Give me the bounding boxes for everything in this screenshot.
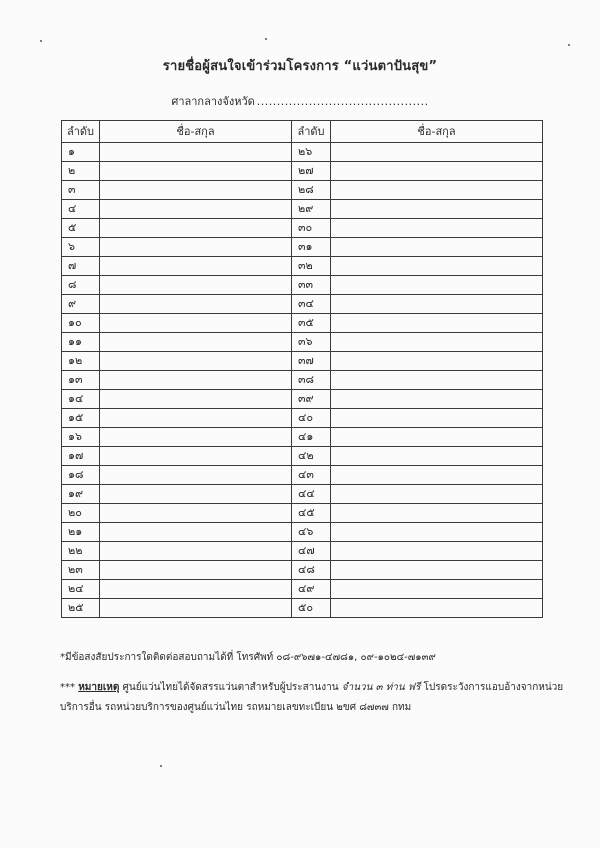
- row-number-left: ๒๔: [62, 580, 100, 599]
- name-cell-right: [331, 523, 543, 542]
- table-row: [62, 371, 543, 390]
- row-number-right: ๓๔: [292, 295, 331, 314]
- row-number-right: ๒๗: [292, 162, 331, 181]
- row-number-left: ๖: [62, 238, 100, 257]
- row-number-right: ๓๙: [292, 390, 331, 409]
- name-cell-right: [331, 428, 543, 447]
- name-cell-left: [100, 466, 292, 485]
- name-cell-left: [100, 447, 292, 466]
- name-cell-left: [100, 542, 292, 561]
- document-title: รายชื่อผู้สนใจเข้าร่วมโครงการ “แว่นตาปันสุข”: [162, 59, 438, 74]
- row-number-left: ๒๑: [62, 523, 100, 542]
- row-number-right: ๔๙: [292, 580, 331, 599]
- location-label: ศาลากลางจังหวัด: [171, 95, 255, 108]
- name-cell-left: [100, 409, 292, 428]
- row-number-right: ๔๖: [292, 523, 331, 542]
- row-number-right: ๓๐: [292, 219, 331, 238]
- row-number-right: ๕๐: [292, 599, 331, 618]
- row-number-left: ๑๐: [62, 314, 100, 333]
- document-subtitle: [0, 92, 600, 110]
- table-row: [62, 428, 543, 447]
- row-number-right: ๒๖: [292, 143, 331, 162]
- row-number-right: ๔๘: [292, 561, 331, 580]
- name-cell-left: [100, 200, 292, 219]
- name-cell-left: [100, 352, 292, 371]
- row-number-left: ๑๘: [62, 466, 100, 485]
- row-number-left: ๒๓: [62, 561, 100, 580]
- scan-speck: [40, 40, 42, 42]
- row-number-right: ๓๒: [292, 257, 331, 276]
- table-row: [62, 333, 543, 352]
- table-row: [62, 257, 543, 276]
- table-row: [62, 143, 543, 162]
- name-cell-right: [331, 485, 543, 504]
- header-name-left: ชื่อ-สกุล: [100, 121, 292, 143]
- row-number-right: ๔๐: [292, 409, 331, 428]
- name-cell-left: [100, 580, 292, 599]
- row-number-left: ๑๑: [62, 333, 100, 352]
- table-row: [62, 219, 543, 238]
- name-cell-left: [100, 295, 292, 314]
- row-number-left: ๑๙: [62, 485, 100, 504]
- name-cell-right: [331, 314, 543, 333]
- name-cell-right: [331, 504, 543, 523]
- row-number-right: ๓๓: [292, 276, 331, 295]
- table-row: [62, 390, 543, 409]
- row-number-right: ๔๑: [292, 428, 331, 447]
- row-number-left: ๑๕: [62, 409, 100, 428]
- row-number-right: ๔๗: [292, 542, 331, 561]
- row-number-left: ๑๗: [62, 447, 100, 466]
- remark-note: [60, 678, 580, 718]
- row-number-left: ๑๖: [62, 428, 100, 447]
- row-number-right: ๓๑: [292, 238, 331, 257]
- table-row: [62, 409, 543, 428]
- name-cell-left: [100, 238, 292, 257]
- table-row: [62, 276, 543, 295]
- header-order-left: ลำดับ: [62, 121, 100, 143]
- scan-speck: [568, 44, 570, 46]
- row-number-right: ๔๔: [292, 485, 331, 504]
- name-cell-left: [100, 523, 292, 542]
- name-cell-left: [100, 428, 292, 447]
- name-cell-left: [100, 599, 292, 618]
- remark-label: หมายเหตุ: [78, 682, 120, 693]
- table-row: [62, 599, 543, 618]
- remark-text-2: โปรดระวังการแอบอ้างจากหน่วยบริการอื่น รถหน่วยบริการของศูนย์แว่นไทย รถหมายเลขทะเบียน ๒ขศ ๘๗๓๗ กทม: [60, 682, 564, 713]
- name-cell-right: [331, 257, 543, 276]
- name-cell-right: [331, 599, 543, 618]
- table-row: [62, 200, 543, 219]
- name-cell-right: [331, 219, 543, 238]
- name-cell-right: [331, 333, 543, 352]
- name-cell-left: [100, 162, 292, 181]
- row-number-right: ๓๖: [292, 333, 331, 352]
- table-row: [62, 485, 543, 504]
- name-cell-right: [331, 200, 543, 219]
- table-header-row: [62, 121, 543, 143]
- name-cell-left: [100, 390, 292, 409]
- name-cell-right: [331, 371, 543, 390]
- name-cell-right: [331, 276, 543, 295]
- remark-italic: จำนวน ๓ ท่าน ฟรี: [341, 682, 421, 693]
- name-cell-left: [100, 257, 292, 276]
- row-number-left: ๑๓: [62, 371, 100, 390]
- header-order-right: ลำดับ: [292, 121, 331, 143]
- name-cell-right: [331, 162, 543, 181]
- table-row: [62, 523, 543, 542]
- name-cell-left: [100, 143, 292, 162]
- row-number-left: ๗: [62, 257, 100, 276]
- row-number-left: ๑๔: [62, 390, 100, 409]
- name-cell-left: [100, 181, 292, 200]
- table-row: [62, 295, 543, 314]
- name-cell-left: [100, 561, 292, 580]
- table-row: [62, 162, 543, 181]
- row-number-right: ๒๙: [292, 200, 331, 219]
- row-number-right: ๓๗: [292, 352, 331, 371]
- table-row: [62, 504, 543, 523]
- name-cell-left: [100, 314, 292, 333]
- row-number-right: ๓๘: [292, 371, 331, 390]
- name-cell-left: [100, 333, 292, 352]
- row-number-left: ๙: [62, 295, 100, 314]
- row-number-left: ๘: [62, 276, 100, 295]
- row-number-right: ๒๘: [292, 181, 331, 200]
- row-number-left: ๒๐: [62, 504, 100, 523]
- name-cell-right: [331, 466, 543, 485]
- name-cell-left: [100, 485, 292, 504]
- table-row: [62, 466, 543, 485]
- table-row: [62, 561, 543, 580]
- contact-note: *มีข้อสงสัยประการใดติดต่อสอบถามได้ที่ โทรศัพท์ ๐๘-๙๖๗๑-๔๗๘๑, ๐๙-๑๐๒๔-๗๑๓๙: [60, 652, 436, 663]
- table-row: [62, 238, 543, 257]
- table-row: [62, 181, 543, 200]
- row-number-left: ๓: [62, 181, 100, 200]
- scan-speck: [160, 765, 162, 767]
- row-number-right: ๔๓: [292, 466, 331, 485]
- row-number-right: ๓๕: [292, 314, 331, 333]
- table-body: [62, 143, 543, 618]
- row-number-left: ๑๒: [62, 352, 100, 371]
- remark-text-1: ศูนย์แว่นไทยได้จัดสรรแว่นตาสำหรับผู้ประสานงาน: [119, 682, 342, 693]
- name-cell-right: [331, 390, 543, 409]
- row-number-right: ๔๕: [292, 504, 331, 523]
- table-row: [62, 352, 543, 371]
- name-cell-right: [331, 352, 543, 371]
- name-cell-right: [331, 409, 543, 428]
- name-cell-left: [100, 219, 292, 238]
- name-cell-right: [331, 295, 543, 314]
- row-number-left: ๔: [62, 200, 100, 219]
- table-row: [62, 447, 543, 466]
- name-cell-right: [331, 181, 543, 200]
- name-cell-right: [331, 143, 543, 162]
- row-number-left: ๒: [62, 162, 100, 181]
- table-row: [62, 314, 543, 333]
- name-cell-right: [331, 447, 543, 466]
- remark-prefix: ***: [60, 682, 79, 693]
- row-number-left: ๕: [62, 219, 100, 238]
- row-number-left: ๒๕: [62, 599, 100, 618]
- name-cell-right: [331, 542, 543, 561]
- row-number-right: ๔๒: [292, 447, 331, 466]
- scan-speck: [265, 38, 267, 40]
- table-row: [62, 542, 543, 561]
- name-cell-left: [100, 504, 292, 523]
- header-name-right: ชื่อ-สกุล: [331, 121, 543, 143]
- name-cell-left: [100, 276, 292, 295]
- row-number-left: ๒๒: [62, 542, 100, 561]
- participant-table: [61, 120, 543, 618]
- table-row: [62, 580, 543, 599]
- name-cell-right: [331, 238, 543, 257]
- name-cell-right: [331, 580, 543, 599]
- row-number-left: ๑: [62, 143, 100, 162]
- location-blank: ...........................................: [256, 95, 429, 108]
- name-cell-left: [100, 371, 292, 390]
- name-cell-right: [331, 561, 543, 580]
